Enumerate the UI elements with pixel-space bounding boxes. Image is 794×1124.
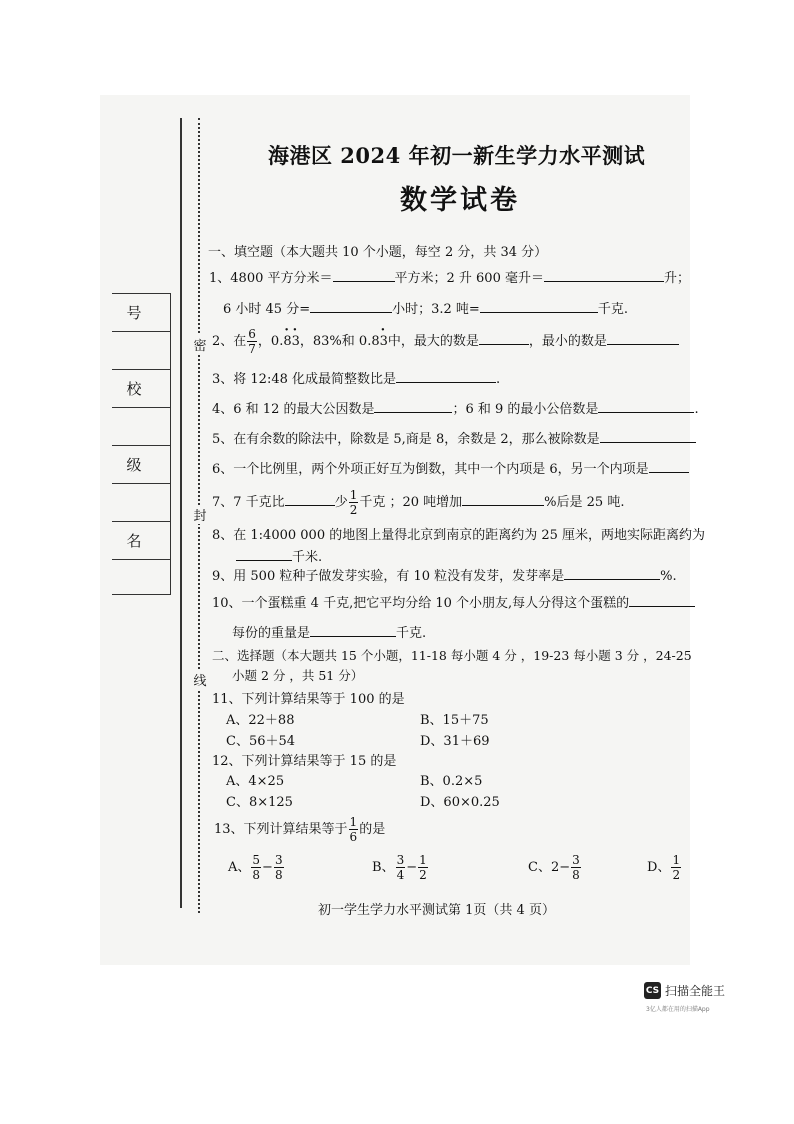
question-9: 9、用 500 粒种子做发芽实验，有 10 粒没有发芽，发芽率是 %. bbox=[212, 569, 677, 584]
watermark-app-name: 扫描全能王 bbox=[665, 984, 726, 998]
answer-blank[interactable] bbox=[462, 493, 544, 506]
camscanner-logo-icon: CS bbox=[644, 982, 661, 999]
binding-solid-line bbox=[180, 118, 182, 908]
answer-blank[interactable] bbox=[564, 567, 660, 580]
section1-heading: 一、填空题（本大题共 10 个小题，每空 2 分，共 34 分） bbox=[208, 245, 548, 260]
answer-blank[interactable] bbox=[396, 370, 496, 383]
option-12-a[interactable]: A、4×25 bbox=[226, 774, 285, 789]
question-8-line1: 8、在 1:4000 000 的地图上量得北京到南京的距离约为 25 厘米，两地实际距离约为 bbox=[212, 528, 706, 543]
question-3: 3、将 12:48 化成最简整数比是 . bbox=[212, 372, 501, 387]
fraction: $\frac{6}{7}$ bbox=[248, 327, 256, 356]
exam-title: 海港区 2024 年初一新生学力水平测试 bbox=[268, 143, 646, 168]
answer-blank[interactable] bbox=[600, 430, 696, 443]
option-13-d[interactable]: D、 $\frac{1}{2}$ bbox=[647, 853, 681, 882]
answer-blank[interactable] bbox=[310, 300, 392, 313]
fraction: $\frac{1}{6}$ bbox=[349, 815, 358, 844]
question-8-line2: 千米. bbox=[236, 546, 322, 565]
answer-blank[interactable] bbox=[479, 332, 529, 345]
binding-label-mi: 密 bbox=[193, 335, 207, 354]
option-11-b[interactable]: B、15＋75 bbox=[420, 713, 489, 728]
page-footer: 初一学生学力水平测试第 1页（共 4 页） bbox=[318, 903, 555, 918]
option-13-c[interactable]: C、2− $\frac{3}{8}$ bbox=[528, 853, 580, 882]
info-field-exam-number: 号 bbox=[112, 294, 170, 332]
option-12-d[interactable]: D、60×0.25 bbox=[420, 795, 500, 810]
info-field-exam-number-blank bbox=[112, 332, 170, 370]
binding-label-xian: 线 bbox=[193, 670, 207, 689]
question-6: 6、一个比例里，两个外项正好互为倒数，其中一个内项是 6，另一个内项是 bbox=[212, 458, 689, 477]
info-field-school: 校 bbox=[112, 370, 170, 408]
info-field-class: 级 bbox=[112, 446, 170, 484]
answer-blank[interactable] bbox=[285, 493, 335, 506]
option-13-b[interactable]: B、 $\frac{3}{4}$ − $\frac{1}{2}$ bbox=[372, 853, 427, 882]
question-5: 5、在有余数的除法中，除数是 5,商是 8，余数是 2，那么被除数是 bbox=[212, 428, 696, 447]
question-1-line1: 1、4800 平方分米＝ 平方米；2 升 600 毫升＝ 升； bbox=[209, 271, 690, 286]
scanner-watermark bbox=[644, 982, 725, 999]
answer-blank[interactable] bbox=[374, 400, 452, 413]
watermark-tagline: 3亿人都在用的扫描App bbox=[646, 1006, 710, 1013]
option-11-d[interactable]: D、31＋69 bbox=[420, 734, 490, 749]
option-11-c[interactable]: C、56＋54 bbox=[226, 734, 296, 749]
exam-subtitle: 数学试卷 bbox=[400, 185, 520, 216]
binding-label-feng: 封 bbox=[193, 505, 207, 524]
student-info-box bbox=[112, 293, 171, 595]
question-2: 2、在 $\frac{6}{7}$ ，0.· 8· 3，83%和 0.8· 3中，最大的数是 ，最小的数是 bbox=[212, 327, 679, 356]
answer-blank[interactable] bbox=[544, 269, 664, 282]
info-field-school-blank bbox=[112, 408, 170, 446]
question-10-line2: 每份的重量是 千克. bbox=[232, 626, 427, 641]
info-field-name: 名 bbox=[112, 522, 170, 560]
question-1-line2: 6 小时 45 分= 小时；3.2 吨= 千克. bbox=[223, 302, 628, 317]
answer-blank[interactable] bbox=[607, 332, 679, 345]
fraction: $\frac{1}{2}$ bbox=[349, 488, 358, 517]
section2-heading-line1: 二、选择题（本大题共 15 个小题，11-18 每小题 4 分 ，19-23 每小题 3 分 ，24-25 bbox=[212, 648, 692, 663]
question-13: 13、下列计算结果等于 $\frac{1}{6}$ 的是 bbox=[214, 815, 386, 844]
answer-blank[interactable] bbox=[310, 624, 396, 637]
answer-blank[interactable] bbox=[480, 300, 598, 313]
answer-blank[interactable] bbox=[333, 269, 395, 282]
answer-blank[interactable] bbox=[598, 400, 694, 413]
question-12: 12、下列计算结果等于 15 的是 bbox=[212, 754, 397, 769]
section2-heading-line2: 小题 2 分 ，共 51 分） bbox=[232, 668, 364, 683]
info-field-name-blank bbox=[112, 560, 170, 597]
option-11-a[interactable]: A、22＋88 bbox=[226, 713, 295, 728]
info-field-class-blank bbox=[112, 484, 170, 522]
answer-blank[interactable] bbox=[629, 594, 695, 607]
question-7: 7、7 千克比 少 $\frac{1}{2}$ 千克 ；20 吨增加 %后是 25 吨. bbox=[212, 488, 625, 517]
question-10-line1: 10、一个蛋糕重 4 千克,把它平均分给 10 个小朋友,每人分得这个蛋糕的 bbox=[212, 592, 695, 611]
answer-blank[interactable] bbox=[236, 548, 292, 561]
option-12-c[interactable]: C、8×125 bbox=[226, 795, 293, 810]
question-11: 11、下列计算结果等于 100 的是 bbox=[212, 692, 405, 707]
answer-blank[interactable] bbox=[649, 460, 689, 473]
question-4: 4、6 和 12 的最大公因数是 ；6 和 9 的最小公倍数是 . bbox=[212, 402, 699, 417]
option-12-b[interactable]: B、0.2×5 bbox=[420, 774, 483, 789]
option-13-a[interactable]: A、 $\frac{5}{8}$ − $\frac{3}{8}$ bbox=[228, 853, 283, 882]
